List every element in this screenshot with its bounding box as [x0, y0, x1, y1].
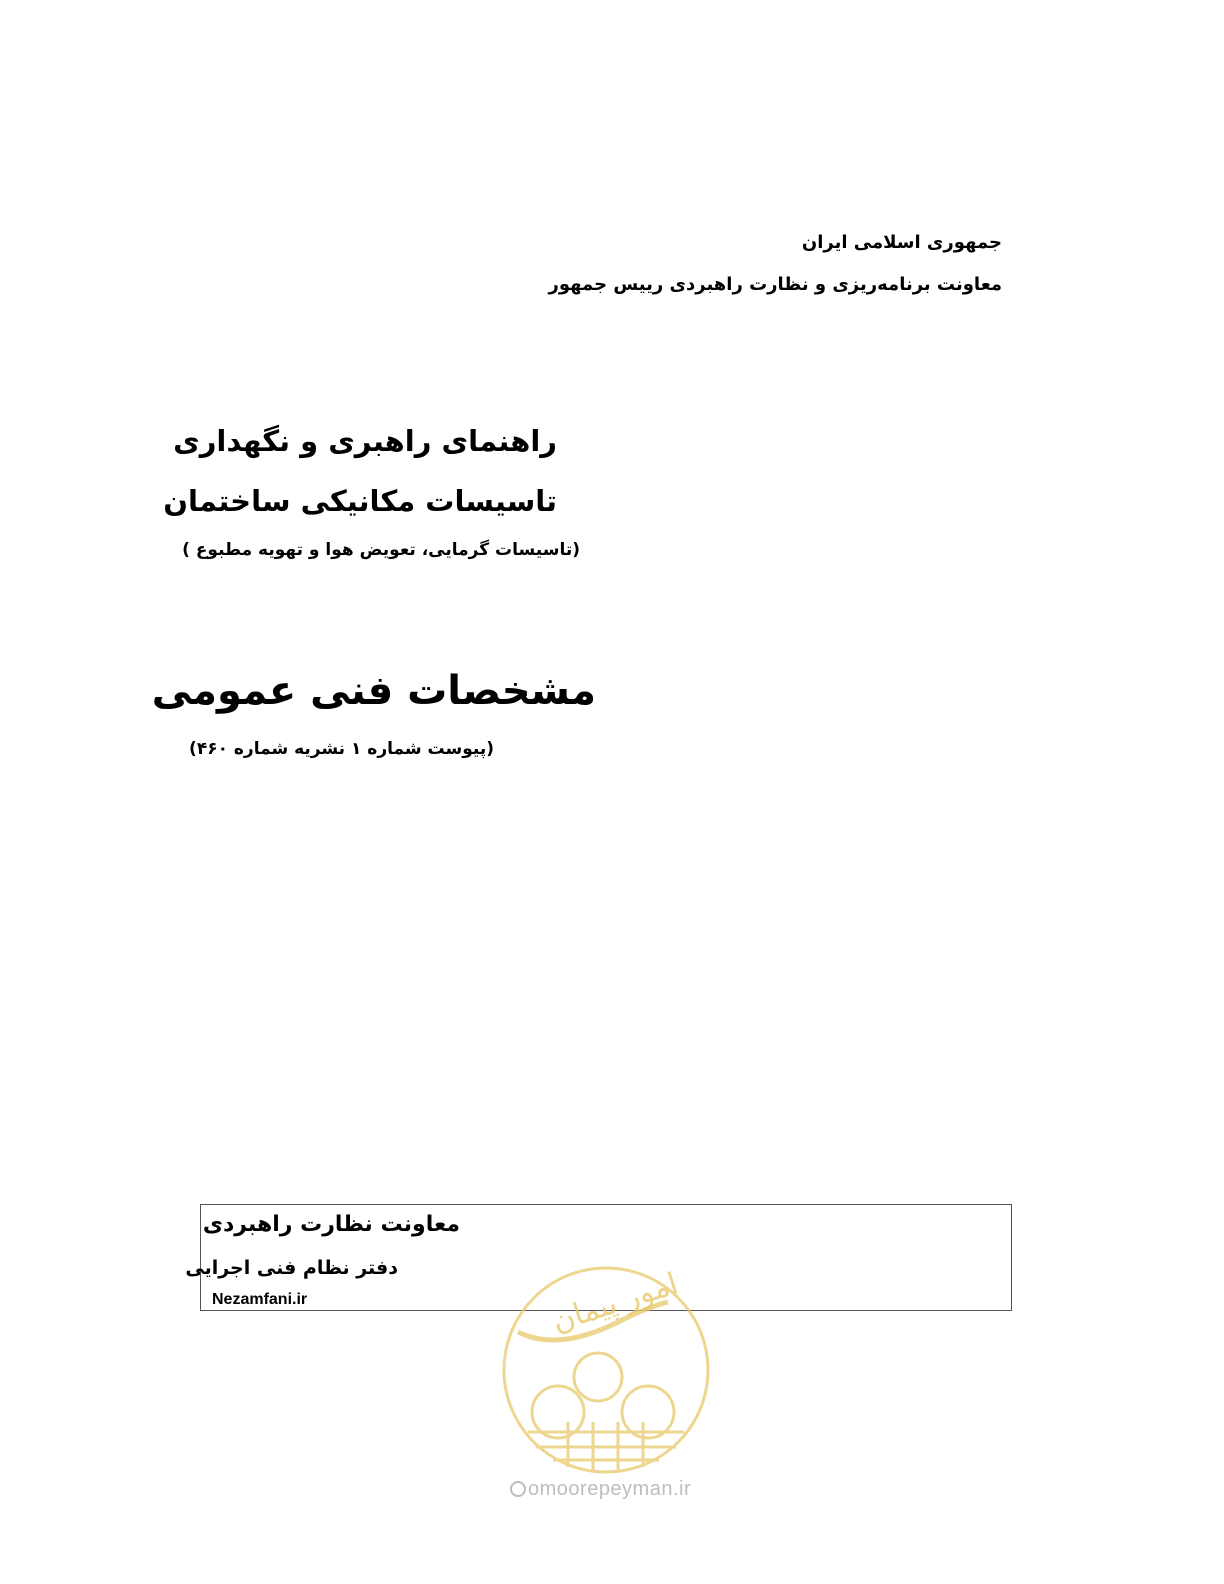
watermark-url[interactable] [510, 1478, 691, 1501]
globe-icon [510, 1481, 526, 1497]
seal-lettering: امور پیمان [547, 1266, 683, 1340]
watermark-url-text: omoorepeyman.ir [528, 1478, 692, 1500]
document-title-line1: راهنمای راهبری و نگهداری [173, 424, 557, 458]
main-title: مشخصات فنی عمومی [151, 668, 596, 714]
watermark-seal-logo [498, 1262, 714, 1478]
document-title-line2: تاسیسات مکانیکی ساختمان [163, 484, 557, 518]
document-subtitle: (تاسیسات گرمایی، تعویض هوا و تهویه مطبوع ) [182, 540, 580, 560]
country-name: جمهوری اسلامی ایران [801, 232, 1002, 253]
footer-website-link[interactable]: Nezamfani.ir [212, 1291, 308, 1308]
footer-department-name: دفتر نظام فنی اجرایی [185, 1257, 398, 1279]
vice-presidency-name: معاونت برنامه‌ریزی و نظارت راهبردی رییس جمهور [548, 274, 1002, 295]
annex-note: (پیوست شماره ۱ نشریه شماره ۴۶۰) [189, 739, 494, 759]
footer-office-name: معاونت نظارت راهبردی [202, 1212, 460, 1237]
